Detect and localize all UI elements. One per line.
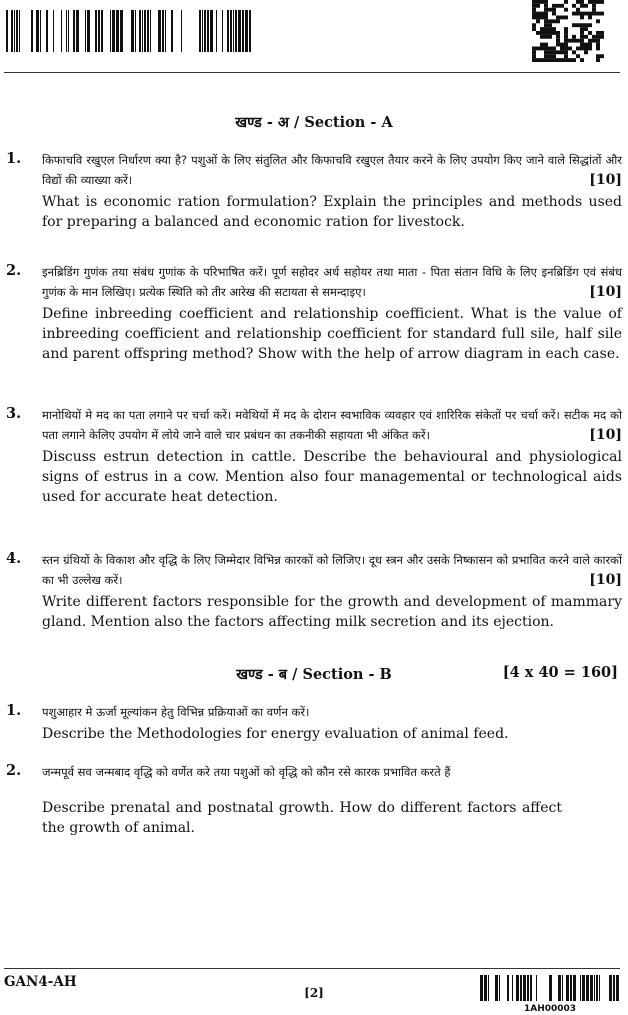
paper-code: GAN4-AH [4, 974, 77, 990]
question-text-english: Define inbreeding coefficient and relationship coefficient. What is the value of inbreeding coefficient and relationship coefficient for standard full sile, half sile and parent offspring method? Show with the help of arrow diagram in each case. [42, 306, 622, 362]
question-marks: [10] [589, 427, 622, 443]
section-a-heading: खण्ड - अ / Section - A [235, 114, 393, 131]
question-number: 3. [6, 405, 22, 422]
question-text-english: Write different factors responsible for the growth and development of mammary gland. Mention also the factors affecting milk secretion and its ejection. [42, 594, 622, 630]
question-text-hindi: जन्मपूर्व सव जन्मबाद वृद्धि को वर्णेत करे तया पशुओं को वृद्धि को कौन रसे कारक प्रभावित करते हैं [42, 765, 451, 779]
question-a2 [6, 262, 622, 364]
question-text-hindi: इनब्रिडिंग गुणंक तया संबंध गुणांक के परिभाषित करें। पूर्ण सहोदर अर्ध सहोयर तथा माता - पिता संतान विधि के लिए इनब्रिडिंग एवं संबंध गुणंक के मान लिखिए। प्रत्येक स्थिति को तीर आरेख की सटायता से समन्दाइए। [10] [42, 265, 622, 300]
question-marks: [10] [589, 172, 622, 188]
section-b-marks: [4 x 40 = 160] [502, 664, 618, 681]
section-b-heading: खण्ड - ब / Section - B [236, 666, 392, 683]
page-number: [2] [304, 986, 324, 1000]
question-text-english: Discuss estrun detection in cattle. Describe the behavioural and physiological signs of estrus in a cow. Mention also four managemental or technological aids used for accurate heat detection. [42, 449, 622, 505]
question-marks: [10] [589, 572, 622, 588]
barcode-bottom [480, 975, 620, 1001]
question-a4 [6, 550, 622, 632]
question-b1 [6, 702, 622, 744]
serial-number: 1AH00003 [524, 1004, 577, 1014]
qr-code-icon [532, 0, 604, 62]
question-marks: [10] [589, 284, 622, 300]
barcode-top [6, 10, 252, 52]
header-rule [4, 72, 620, 73]
question-text-hindi: किफाचवि रखुएल निर्धारण क्या है? पशुओं के लिए संतुलित और किफाचवि रखुएल तैयार करने के लिए उपयोग किए जाने वाले सिद्धांतों और विद्यों की व्याख्या करें। [10] [42, 153, 622, 188]
question-number: 2. [6, 762, 22, 779]
question-text-english: Describe the Methodologies for energy evaluation of animal feed. [42, 726, 509, 742]
question-text-english: What is economic ration formulation? Explain the principles and methods used for preparing a balanced and economic ration for livestock. [42, 194, 622, 230]
question-number: 1. [6, 702, 22, 719]
question-number: 2. [6, 262, 22, 279]
question-text-hindi: स्तन ग्रंथियों के विकाश और वृद्धि के लिए जिम्मेदार विभिन्न कारकों को लिजिए। दूध स्त्रन और उसके निष्कासन को प्रभावित करने वाले कारकों का भी उल्लेख करें। [10] [42, 553, 622, 588]
question-b2 [6, 762, 622, 838]
question-a3 [6, 405, 622, 507]
question-number: 4. [6, 550, 22, 567]
footer-rule [4, 968, 620, 969]
question-text-hindi: मानोथियों मे मद का पता लगाने पर चर्चा करें। मवेथियों में मद के दोरान स्वभाविक व्यवहार एवं शारिरिक संकेतों पर चर्चा करें। सटीक मद को पता लगाने केलिए उपयोग में लोये जाने वाले चार प्रबंधन का तकनीकी सहायता भी अंकित करें। [10] [42, 408, 622, 443]
question-text-hindi: पशुआहार मे ऊर्जा मूल्यांकन हेतु विभिन्न प्रक्रियाओं का वर्णन करें। [42, 705, 310, 719]
question-a1 [6, 150, 622, 232]
question-number: 1. [6, 150, 22, 167]
question-text-english: Describe prenatal and postnatal growth. How do different factors affect the growth of animal. [42, 800, 562, 836]
